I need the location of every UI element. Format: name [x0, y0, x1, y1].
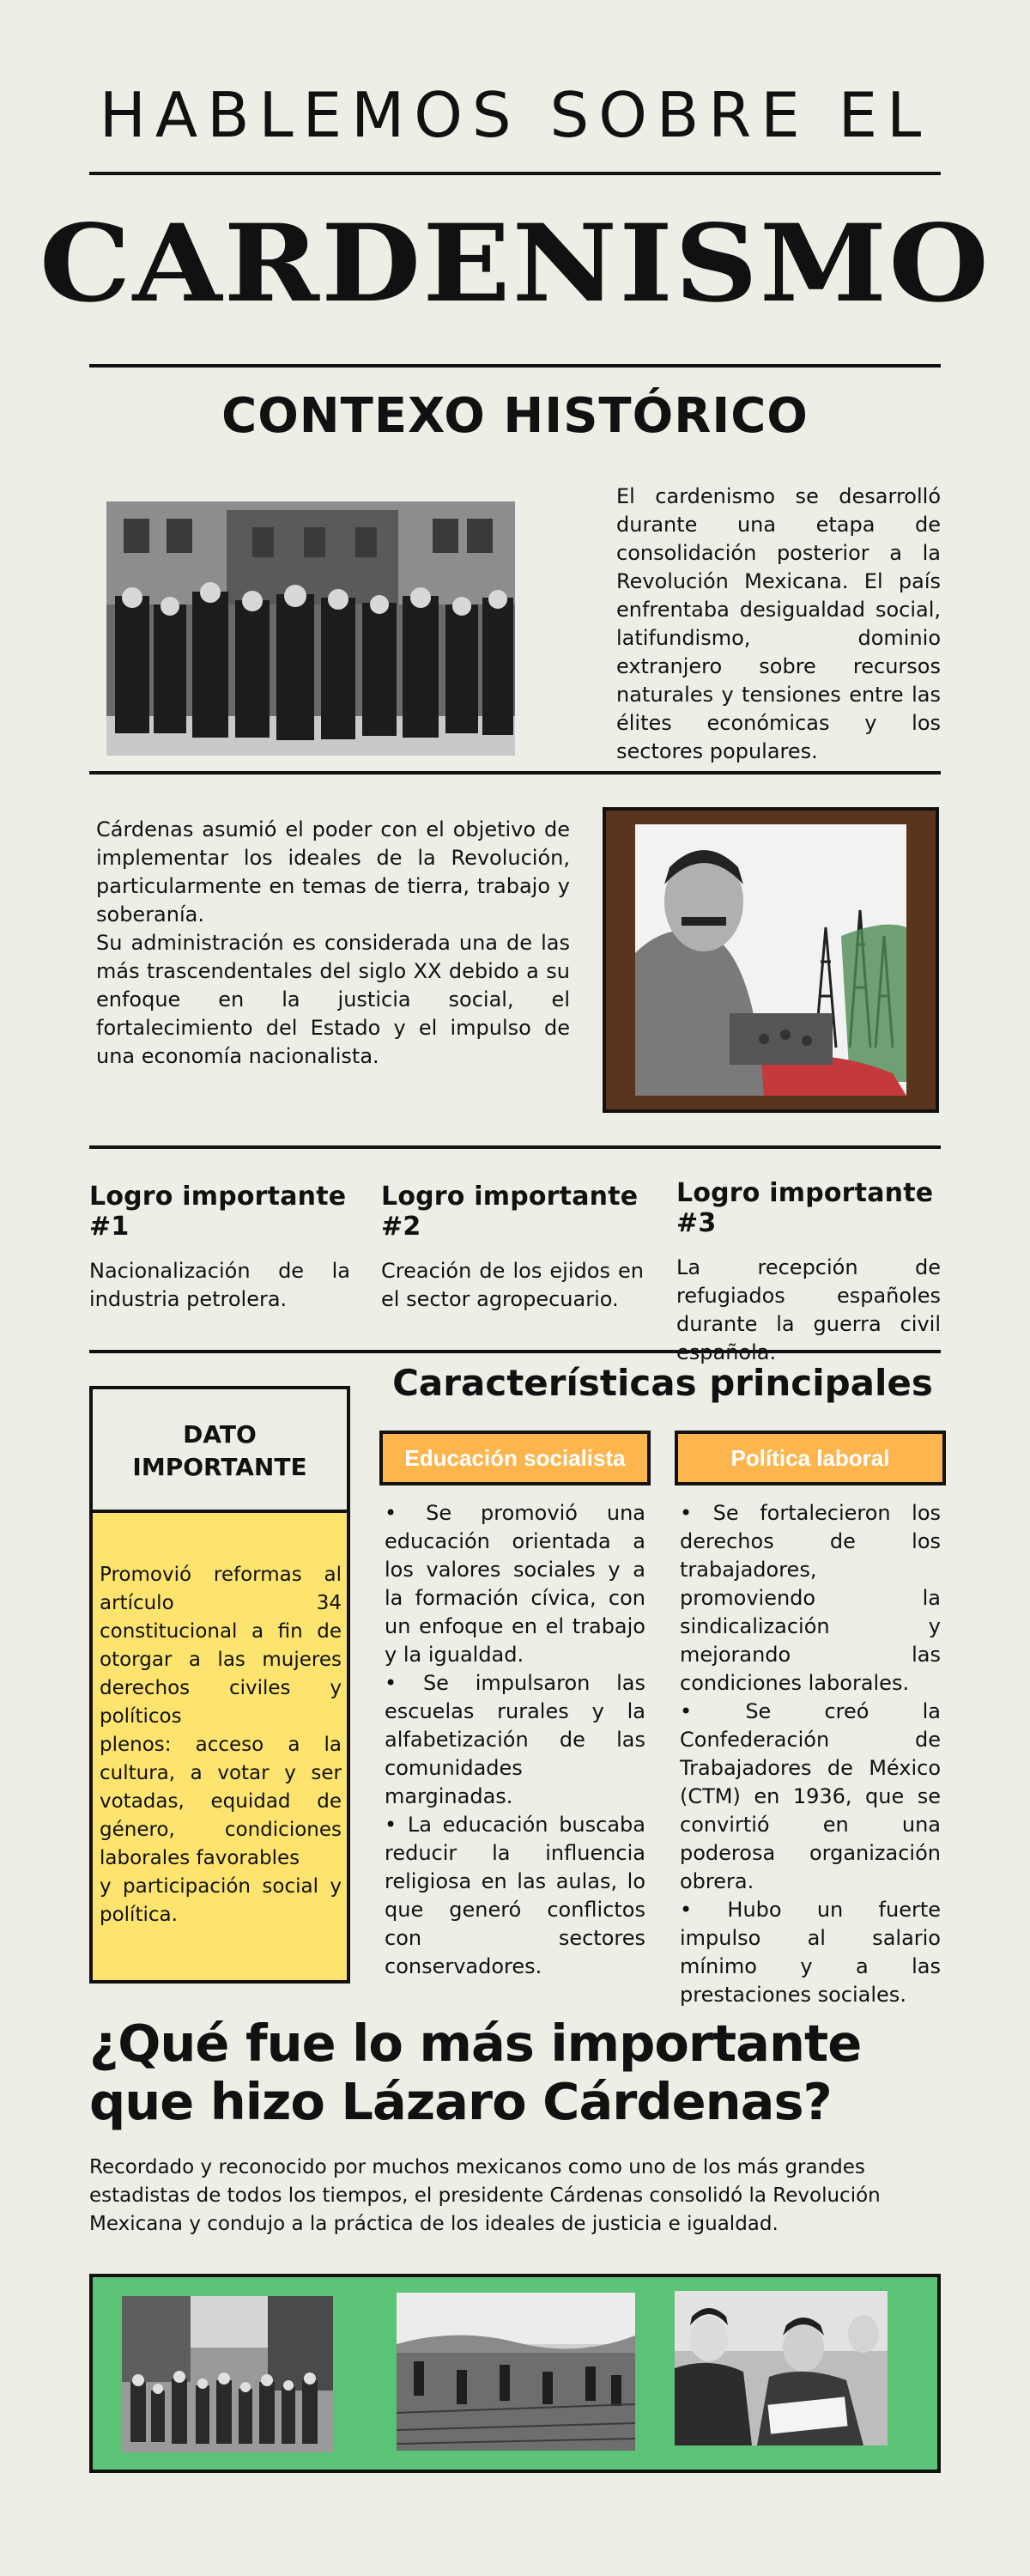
- educacion-list: [385, 1499, 645, 1981]
- question-heading-line1: ¿Qué fue lo más importante: [89, 2014, 862, 2073]
- list-item: • Se fortalecieron los derechos de los trabajadores, promoviendo la sindicalización y mejorando las condiciones laborales.: [680, 1501, 941, 1695]
- caracteristicas-heading: Características principales: [392, 1362, 933, 1404]
- politica-list: [680, 1499, 941, 2009]
- list-item: • Se impulsaron las escuelas rurales y la alfabetización de las comunidades marginadas.: [385, 1671, 645, 1808]
- intro-text: [96, 816, 570, 1071]
- question-text: Recordado y reconocido por muchos mexicanos como uno de los más grandes estadistas de todos los tiempos, el presidente Cárdenas consolidó la Revolución Mexicana y condujo a la práctica de los ideales de justicia e igualdad.: [89, 2156, 881, 2235]
- street-crowd-photo: [122, 2296, 333, 2452]
- dato-text-3: y participación social y política.: [100, 1875, 342, 1926]
- logro-2: [381, 1182, 652, 1314]
- intro-rule: [89, 1145, 941, 1149]
- logro-1-title: Logro importante #1: [89, 1182, 347, 1242]
- dato-title-box: [89, 1386, 350, 1513]
- question-heading: [89, 2014, 948, 2131]
- field-workers-photo: [397, 2293, 635, 2451]
- list-item: • La educación buscaba reducir la influencia religiosa en las aulas, lo que generó conflictos con sectores conservadores.: [385, 1813, 645, 1978]
- header-rule-top: [89, 172, 941, 175]
- cardenas-portrait-photo: [635, 824, 906, 1096]
- reading-people-photo: [675, 2291, 888, 2445]
- list-item: • Hubo un fuerte impulso al salario mínimo y a las prestaciones sociales.: [680, 1898, 941, 2007]
- educacion-label: Educación socialista: [379, 1431, 651, 1485]
- logro-3-text: La recepción de refugiados españoles durante la guerra civil: [676, 1255, 941, 1336]
- context-heading: CONTEXO HISTÓRICO: [221, 388, 809, 444]
- dato-title-line1: DATO: [183, 1420, 257, 1449]
- logros-rule: [89, 1350, 941, 1353]
- intro-paragraph-2: Su administración es considerada una de las más trascendentales del siglo XX debido a su enfoque en la justicia social, el fortalecimiento del Estado y el impulso de una economía nacionalista.: [96, 931, 570, 1068]
- context-rule: [89, 771, 941, 775]
- header-rule-bottom: [89, 364, 941, 368]
- intro-paragraph-1: Cárdenas asumió el poder con el objetivo de implementar los ideales de la Revolución, particularmente en temas de tierra, trabajo y soberanía.: [96, 817, 570, 927]
- header-title: CARDENISMO: [39, 202, 991, 326]
- context-text: El cardenismo se desarrolló durante una etapa de consolidación posterior a la Revolución Mexicana. El país enfrentaba desigualdad social, latifundismo, dominio extranjero sobre recursos naturales y tensiones entre las élites económicas y los sectores populares.: [616, 484, 941, 763]
- logro-1: [89, 1182, 350, 1314]
- logro-3-title: Logro importante #3: [676, 1178, 934, 1238]
- list-item: • Se promovió una educación orientada a los valores sociales y a la formación cívica, con un enfoque en el trabajo y la igualdad.: [385, 1501, 645, 1667]
- dato-text-1: Promovió reformas al artículo 34 constitucional a fin de otorgar a las mujeres derechos civiles y políticos: [100, 1564, 342, 1728]
- list-item: • Se creó la Confederación de Trabajadores de México (CTM) en 1936, que se convirtió en una poderosa organización obrera.: [680, 1699, 941, 1893]
- dato-title-line2: IMPORTANTE: [132, 1453, 307, 1481]
- logro-3: [676, 1178, 944, 1367]
- header-kicker: HABLEMOS SOBRE EL: [99, 79, 931, 151]
- dato-text-2: plenos: acceso a la cultura, a votar y ser votadas, equidad de género, condiciones laborales favorables: [100, 1734, 342, 1869]
- logro-1-text: Nacionalización de la industria petrolera.: [89, 1259, 350, 1311]
- logro-2-text: Creación de los ejidos en el sector agropecuario.: [381, 1259, 644, 1311]
- question-heading-line2: que hizo Lázaro Cárdenas?: [89, 2072, 832, 2131]
- politica-label: Política laboral: [675, 1431, 946, 1485]
- logro-2-title: Logro importante #2: [381, 1182, 639, 1242]
- dato-body-box: [89, 1510, 350, 1984]
- crowd-march-photo: [106, 501, 515, 756]
